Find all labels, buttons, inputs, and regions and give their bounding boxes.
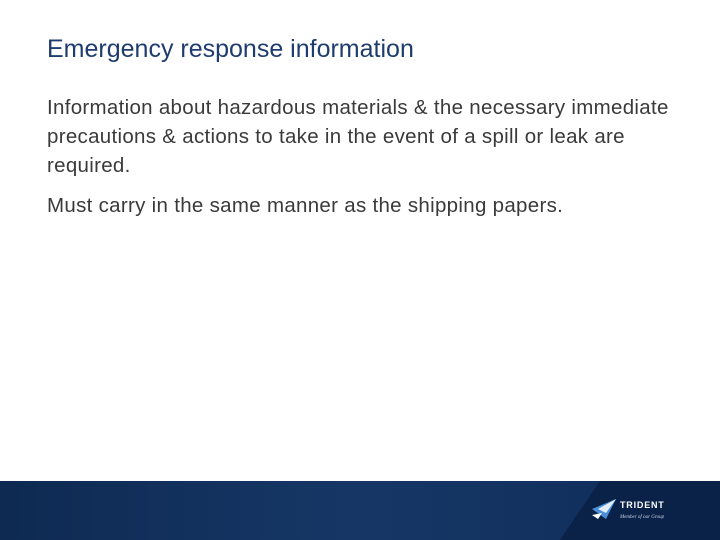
logo-tagline: Member of our Group bbox=[620, 515, 665, 520]
logo-wordmark: TRIDENT bbox=[620, 500, 665, 510]
body-paragraph: Information about hazardous materials & the necessary immediate precautions & actions to take in the event of a spill or leak are required. bbox=[47, 96, 669, 177]
slide-title: Emergency response information bbox=[47, 35, 414, 63]
trident-logo bbox=[592, 497, 674, 527]
body-paragraph: Must carry in the same manner as the shipping papers. bbox=[47, 194, 564, 217]
trident-logo-icon bbox=[592, 499, 616, 519]
slide-body bbox=[47, 93, 687, 231]
